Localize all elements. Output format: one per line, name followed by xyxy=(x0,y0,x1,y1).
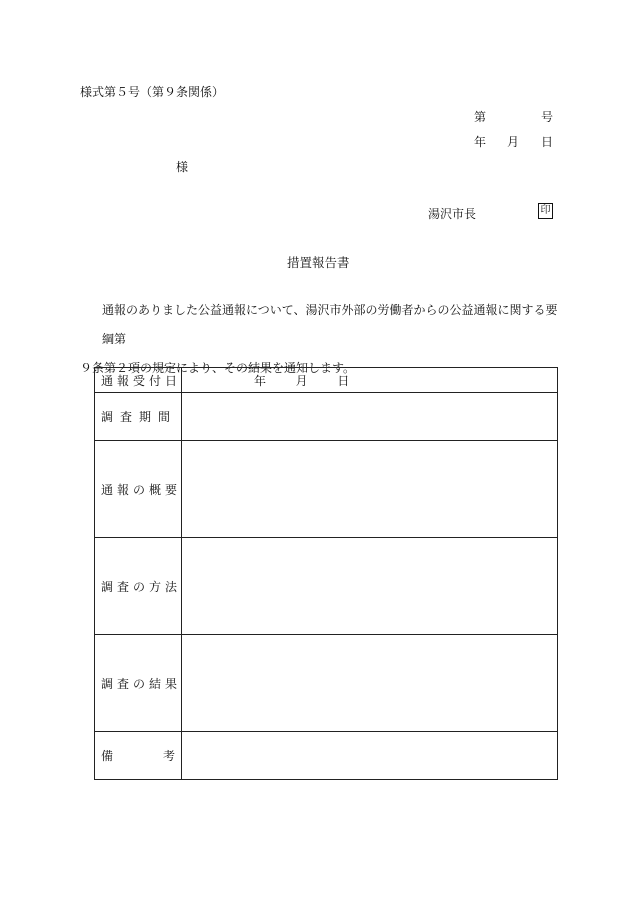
value-received-date[interactable] xyxy=(182,368,558,393)
form-number: 様式第５号（第９条関係） xyxy=(80,85,225,99)
received-day-label: 日 xyxy=(337,373,350,388)
value-report-summary[interactable] xyxy=(182,441,558,538)
document-title: 措置報告書 xyxy=(287,255,350,270)
value-remarks[interactable] xyxy=(182,732,558,780)
table-row-report-summary xyxy=(95,441,558,538)
date-month-label: 月 xyxy=(507,135,520,149)
label-report-summary: 通報の概要 xyxy=(95,441,182,538)
seal-mark: 印 xyxy=(538,203,553,219)
label-investigation-method: 調査の方法 xyxy=(95,538,182,635)
body-line-2: ９条第２項の規定により、その結果を通知します。 xyxy=(80,361,356,375)
remarks-label-left: 備 xyxy=(101,749,114,763)
label-investigation-period: 調査期間 xyxy=(95,393,182,441)
label-received-date: 通報受付日 xyxy=(95,368,182,393)
table-row-received-date xyxy=(95,368,558,393)
received-month-label: 月 xyxy=(295,373,308,388)
value-investigation-period[interactable] xyxy=(182,393,558,441)
label-remarks xyxy=(95,732,182,780)
document-number-suffix: 号 xyxy=(541,110,554,124)
received-year-label: 年 xyxy=(254,373,267,388)
report-table xyxy=(94,367,558,780)
date-day-label: 日 xyxy=(541,135,554,149)
addressee-honorific: 様 xyxy=(176,160,189,174)
table-row-remarks xyxy=(95,732,558,780)
table-row-investigation-period xyxy=(95,393,558,441)
body-line-1: 通報のありました公益通報について、湯沢市外部の労働者からの公益通報に関する要綱第 xyxy=(102,303,558,346)
remarks-label-right: 考 xyxy=(162,749,175,763)
issuer-name: 湯沢市長 xyxy=(428,207,477,221)
label-investigation-result: 調査の結果 xyxy=(95,635,182,732)
value-investigation-result[interactable] xyxy=(182,635,558,732)
value-investigation-method[interactable] xyxy=(182,538,558,635)
table-row-investigation-result xyxy=(95,635,558,732)
table-row-investigation-method xyxy=(95,538,558,635)
document-number-prefix: 第 xyxy=(474,110,487,124)
date-year-label: 年 xyxy=(474,135,487,149)
